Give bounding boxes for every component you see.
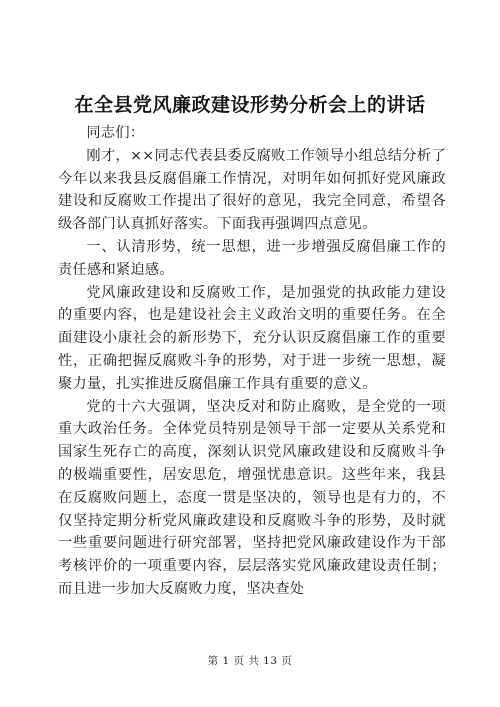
salutation: 同志们： [86,125,145,141]
paragraph: 党的十六大强调，坚决反对和防止腐败，是全党的一项重大政治任务。全体党员特别是领导干部一定要从关系党和国家生死存亡的高度，深刻认识党风廉政建设和反腐败斗争的极端重要性，居安思危，增强忧患意识。这些年来，我县在反腐败问题上，态度一贯是坚决的，领导也是有力的，不仅坚持定期分析党风廉政建设和反腐败斗争的形势，及时就一些重要问题进行研究部署，坚持把党风廉政建设作为干部考核评价的一项重要内容，层层落实党风廉政建设责任制；而且进一步加大反腐败力度，坚决查处 [58,398,446,597]
document-title: 在全县党风廉政建设形势分析会上的讲话 [74,94,426,116]
document-body [58,122,446,601]
paragraph: 党风廉政建设和反腐败工作，是加强党的执政能力建设的重要内容，也是建设社会主义政治文明的重要任务。在全面建设小康社会的新形势下，充分认识反腐倡廉工作的重要性，正确把握反腐败斗争的形势，对于进一步统一思想，凝聚力量，扎实推进反腐倡廉工作具有重要的意义。 [58,284,446,392]
paragraph: 刚才，××同志代表县委反腐败工作领导小组总结分析了今年以来我县反腐倡廉工作情况，对明年如何抓好党风廉政建设和反腐败工作提出了很好的意见，我完全同意，希望各级各部门认真抓好落实。下面我再强调四点意见。 [58,147,446,233]
section-heading: 一、认清形势，统一思想，进一步增强反腐倡廉工作的责任感和紧迫感。 [58,238,446,278]
page-number-footer: 第 1 页 共 13 页 [207,655,293,667]
